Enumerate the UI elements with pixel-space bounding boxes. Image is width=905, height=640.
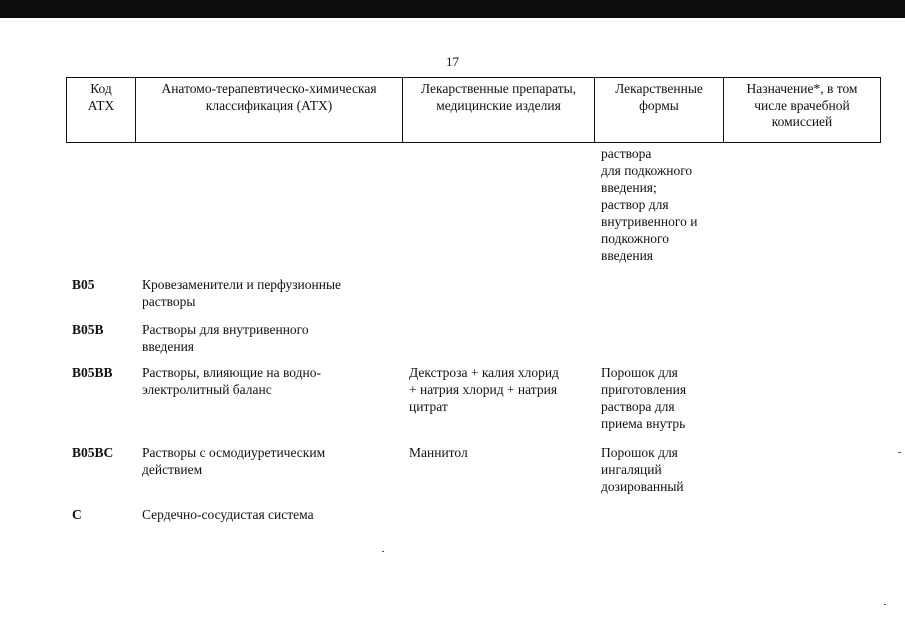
row-4-drugs: Маннитол [409,445,468,460]
row-5-code: C [72,507,82,522]
row-2-code: B05B [72,322,104,337]
row-2-class: Растворы для внутривенного введения [142,322,309,354]
row-5-class: Сердечно-сосудистая система [142,507,314,522]
header-atc-code: Код АТХ [67,78,136,143]
scan-speck [884,604,886,605]
scan-speck [382,551,384,552]
row-3-class: Растворы, влияющие на водно- электролитный баланс [142,365,322,397]
row-4-code: B05BC [72,445,114,460]
header-dosage-forms: Лекарственные формы [595,78,724,143]
row-3-forms: Порошок для приготовления раствора для приема внутрь [601,365,687,431]
row-0-forms: раствора для подкожного введения; раствор для внутривенного и подкожного введения [601,146,698,263]
header-prescription: Назначение*, в том числе врачебной комиссией [724,78,881,143]
header-atc-classification: Анатомо-терапевтическо-химическая классификация (АТХ) [136,78,403,143]
row-3-drugs: Декстроза + калия хлорид + натрия хлорид + натрия цитрат [409,365,559,414]
table-header [66,77,881,143]
page-number: 17 [446,54,459,69]
row-1-class: Кровезаменители и перфузионные растворы [142,277,342,309]
scan-top-border [0,0,905,18]
header-drugs: Лекарственные препараты, медицинские изделия [403,78,595,143]
row-4-forms: Порошок для ингаляций дозированный [601,445,684,494]
row-1-code: B05 [72,277,95,292]
row-4-class: Растворы с осмодиуретическим действием [142,445,326,477]
row-3-code: B05BB [72,365,113,380]
scan-speck [898,452,901,453]
